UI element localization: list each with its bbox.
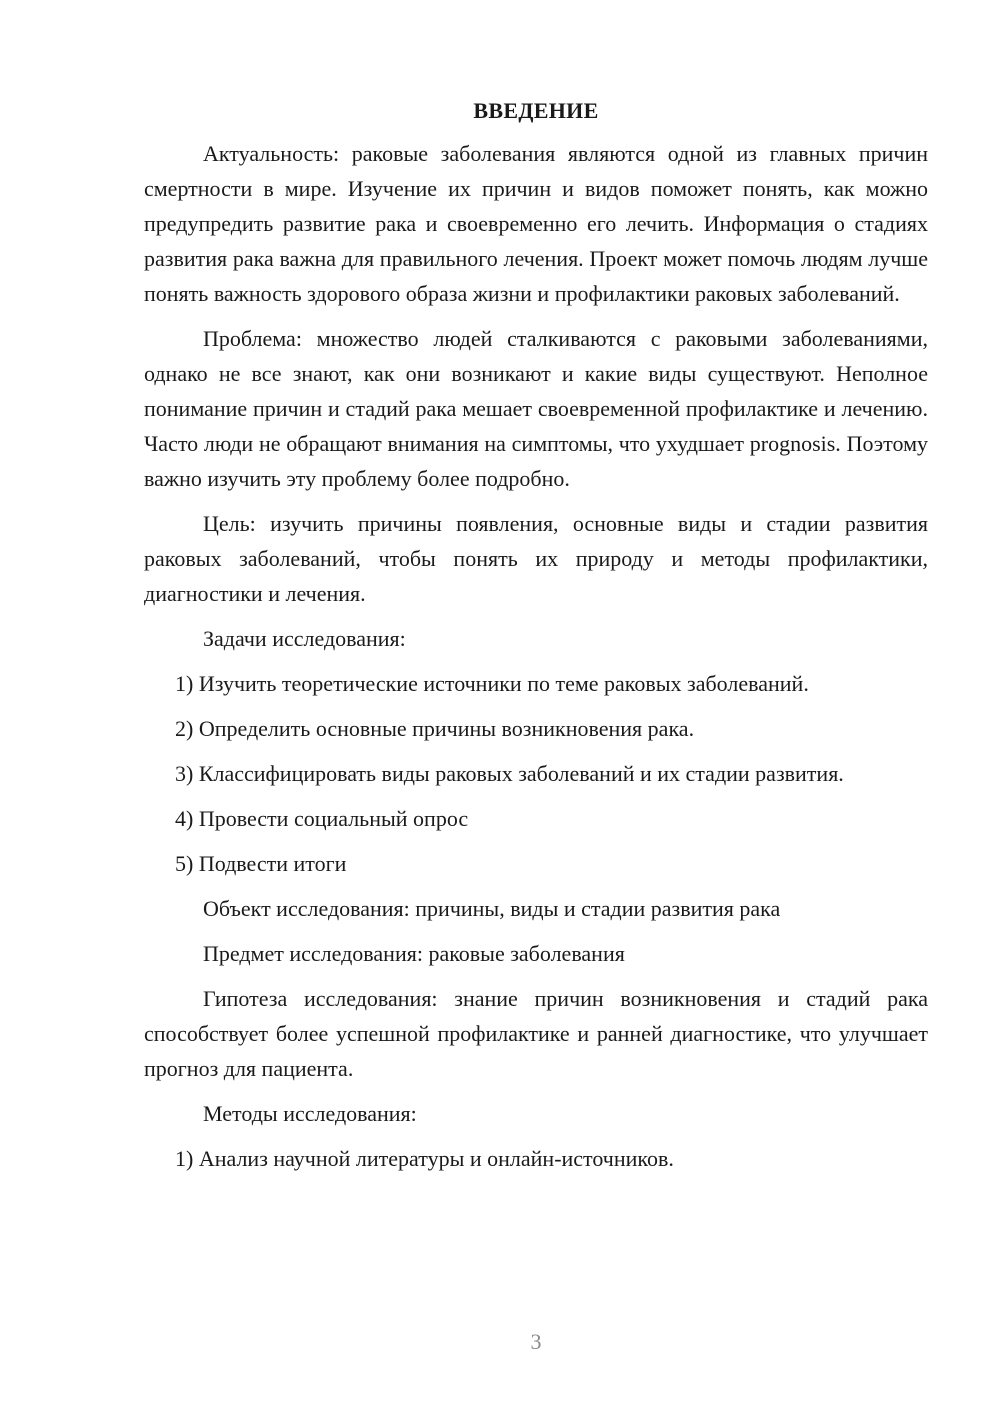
paragraph-tasks-heading: Задачи исследования: xyxy=(203,626,406,651)
task-item-2: 2) Определить основные причины возникновения рака. xyxy=(175,716,695,741)
task-item-3: 3) Классифицировать виды раковых заболеваний и их стадии развития. xyxy=(175,761,844,786)
paragraph-relevance: Актуальность: раковые заболевания являются одной из главных причин смертности в мире. Изучение их причин и видов поможет понять, как можно предупредить развитие рака и своевременно его лечить. Информация о стадиях развития рака важна для правильного лечения. Проект может помочь людям лучше понять важность здорового образа жизни и профилактики раковых заболеваний. xyxy=(144,141,928,306)
page-title: ВВЕДЕНИЕ xyxy=(473,98,599,123)
paragraph-problem: Проблема: множество людей сталкиваются с раковыми заболеваниями, однако не все знают, как они возникают и какие виды существуют. Неполное понимание причин и стадий рака мешает своевременной профилактике и лечению. Часто люди не обращают внимания на симптомы, что ухудшает prognosis. Поэтому важно изучить эту проблему более подробно. xyxy=(144,326,928,491)
paragraph-methods-heading: Методы исследования: xyxy=(203,1101,417,1126)
paragraph-goal: Цель: изучить причины появления, основные виды и стадии развития раковых заболеваний, чтобы понять их природу и методы профилактики, диагностики и лечения. xyxy=(144,511,928,606)
paragraph-subject: Предмет исследования: раковые заболевания xyxy=(203,941,625,966)
task-item-5: 5) Подвести итоги xyxy=(175,851,347,876)
task-item-4: 4) Провести социальный опрос xyxy=(175,806,469,831)
method-item-1: 1) Анализ научной литературы и онлайн-источников. xyxy=(175,1146,674,1171)
page-number: 3 xyxy=(530,1329,542,1354)
page-content xyxy=(144,96,928,1186)
paragraph-hypothesis: Гипотеза исследования: знание причин возникновения и стадий рака способствует более успешной профилактике и ранней диагностике, что улучшает прогноз для пациента. xyxy=(144,986,928,1081)
paragraph-object: Объект исследования: причины, виды и стадии развития рака xyxy=(203,896,781,921)
task-item-1: 1) Изучить теоретические источники по теме раковых заболеваний. xyxy=(175,671,809,696)
